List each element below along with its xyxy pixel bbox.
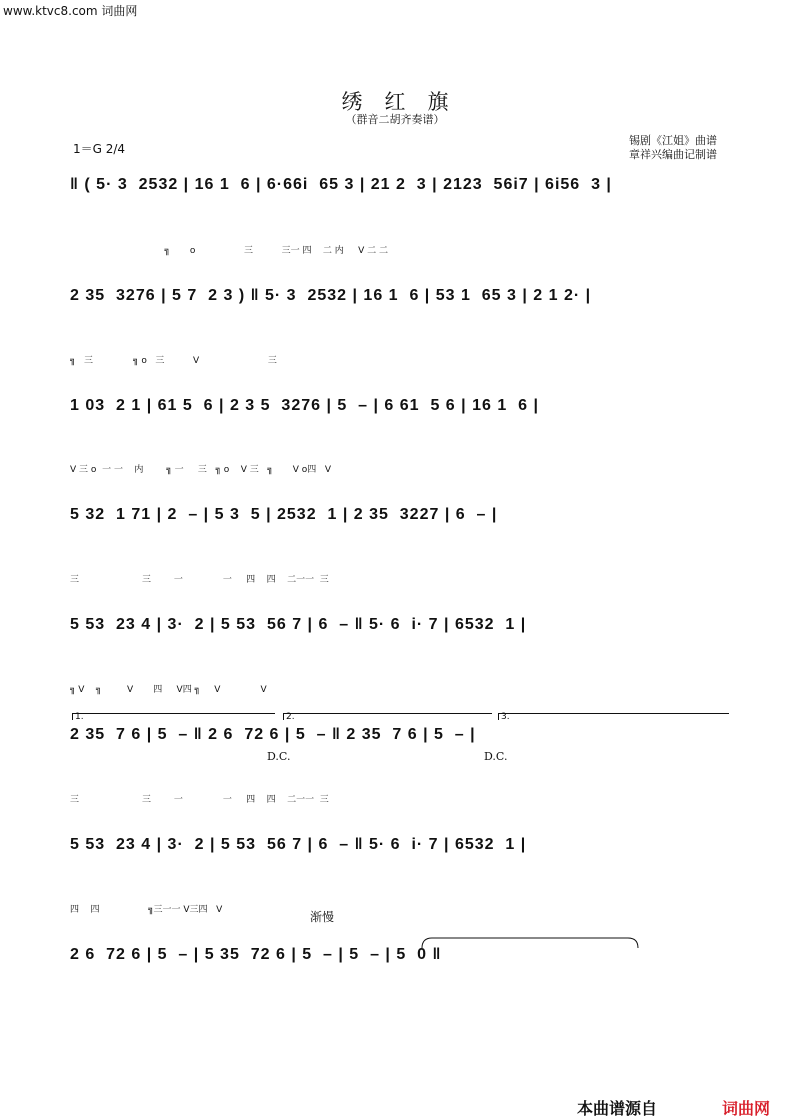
row-bowing-marks: ╗ V ╗ V 四 V四 ╗ V V — [70, 685, 267, 695]
score-row-3 — [70, 356, 730, 517]
volta-label: 1. — [75, 712, 84, 722]
volta-label: 3. — [501, 712, 510, 722]
row-bowing-marks: V 三 o 一 一 内 ╗ 一 三 ╗ o V 三 ╗ V o四 V — [70, 465, 332, 475]
row-notes: 2 35 7 6 | 5 – ‖ 2 6 72 6 | 5 – ‖ 2 35 7 6 | 5 – | — [70, 726, 476, 743]
row-bowing-marks: ╗ o 三 三一 四 二 内 V 二 二 — [70, 246, 388, 256]
key-signature: 1＝G 2/4 — [73, 142, 126, 156]
row-notes: 2 35 3276 | 5 7 2 3 ) ‖ 5· 3 2532 | 16 1 6 | 53 1 65 3 | 2 1 2· | — [70, 287, 592, 304]
score-row-4 — [70, 465, 730, 626]
credit-source: 锡剧《江姐》曲谱 — [629, 134, 717, 147]
row-notes: 1 03 2 1 | 61 5 6 | 2 3 5 3276 | 5 – | 6 61 5 6 | 16 1 6 | — [70, 397, 539, 414]
score-row-2 — [70, 246, 730, 407]
row-bowing-marks: 三 三 一 一 四 四 二一一 三 — [70, 795, 329, 805]
footer-logo[interactable]: 词曲网 — [722, 1099, 771, 1118]
row-notes: 5 53 23 4 | 3· 2 | 5 53 56 7 | 6 – ‖ 5· 6 i· 7 | 6532 1 | — [70, 836, 527, 853]
volta-bracket-2 — [283, 713, 492, 720]
row-notes: 5 53 23 4 | 3· 2 | 5 53 56 7 | 6 – ‖ 5· 6 i· 7 | 6532 1 | — [70, 616, 527, 633]
footer-source: 本曲谱源自 — [577, 1099, 658, 1118]
dc-mark-2: D.C. — [484, 750, 508, 763]
score-row-6 — [70, 685, 730, 846]
row-bowing-marks: 三 三 一 一 四 四 二一一 三 — [70, 575, 329, 585]
row-notes: ‖ ( 5· 3 2532 | 16 1 6 | 6·66i 65 3 | 21 2 3 | 2123 56i7 | 6i56 3 | — [70, 176, 612, 193]
score-title: 绣红旗 — [341, 90, 471, 114]
volta-bracket-1 — [72, 713, 275, 720]
tie-arc — [420, 936, 640, 950]
row-bowing-marks: ╗ 三 ╗ o 三 V 三 — [70, 356, 277, 366]
row-notes: 2 6 72 6 | 5 – | 5 35 72 6 | 5 – | 5 – | 5 0 ‖ — [70, 946, 442, 963]
dc-mark-1: D.C. — [267, 750, 291, 763]
score-row-1 — [70, 176, 730, 296]
credit-arranger: 章祥兴编曲记制谱 — [629, 148, 717, 161]
score-subtitle: （群音二胡齐奏谱） — [345, 113, 445, 126]
volta-label: 2. — [286, 712, 295, 722]
site-url[interactable]: www.ktvc8.com 词曲网 — [3, 4, 138, 18]
volta-bracket-3 — [498, 713, 729, 720]
tempo-mark: 渐慢 — [310, 910, 335, 924]
row-notes: 5 32 1 71 | 2 – | 5 3 5 | 2532 1 | 2 35 3227 | 6 – | — [70, 506, 498, 523]
row-bowing-marks: 四 四 ╗三一一 V三四 V — [70, 905, 223, 915]
